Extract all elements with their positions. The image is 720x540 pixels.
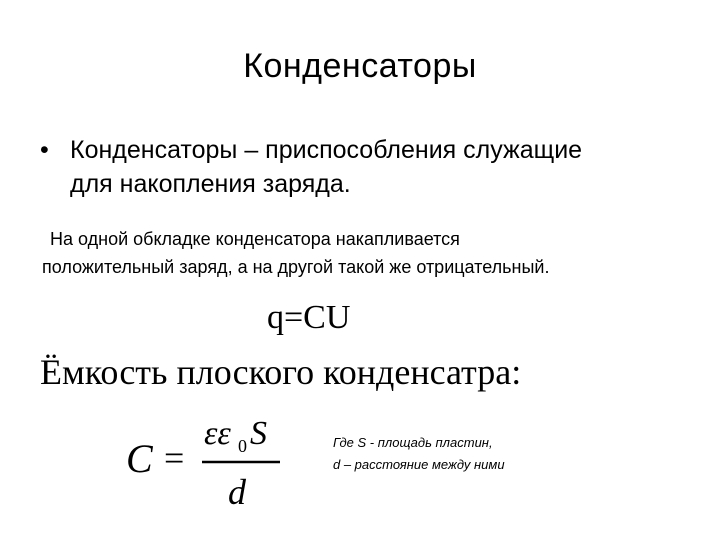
formula-lhs: C — [126, 436, 153, 481]
bullet-dot: • — [40, 136, 49, 164]
formula-equals: = — [164, 438, 185, 478]
paragraph-line-2: положительный заряд, а на другой такой же отрицательный. — [42, 257, 550, 277]
capacitance-heading: Ёмкость плоского конденсатра: — [40, 352, 522, 392]
bullet-text-line-2: для накопления заряда. — [70, 170, 351, 198]
paragraph-line-1: На одной обкладке конденсатора накапливается — [50, 229, 460, 249]
formula-note — [333, 432, 505, 476]
formula-numerator-s: S — [250, 415, 267, 452]
formula-numerator-epsilon: εε — [204, 415, 231, 452]
note-line-1: Где S - площадь пластин, — [333, 435, 493, 450]
slide-title: Конденсаторы — [243, 47, 477, 85]
charge-formula: q=CU — [267, 299, 351, 336]
formula-numerator-subscript: 0 — [238, 436, 247, 456]
note-line-2: d – расстояние между ними — [333, 457, 505, 472]
bullet-item — [40, 133, 700, 201]
capacitance-formula — [120, 400, 300, 520]
charge-paragraph — [42, 225, 692, 281]
formula-denominator: d — [228, 472, 246, 512]
bullet-text-line-1: Конденсаторы – приспособления служащие — [70, 136, 583, 164]
